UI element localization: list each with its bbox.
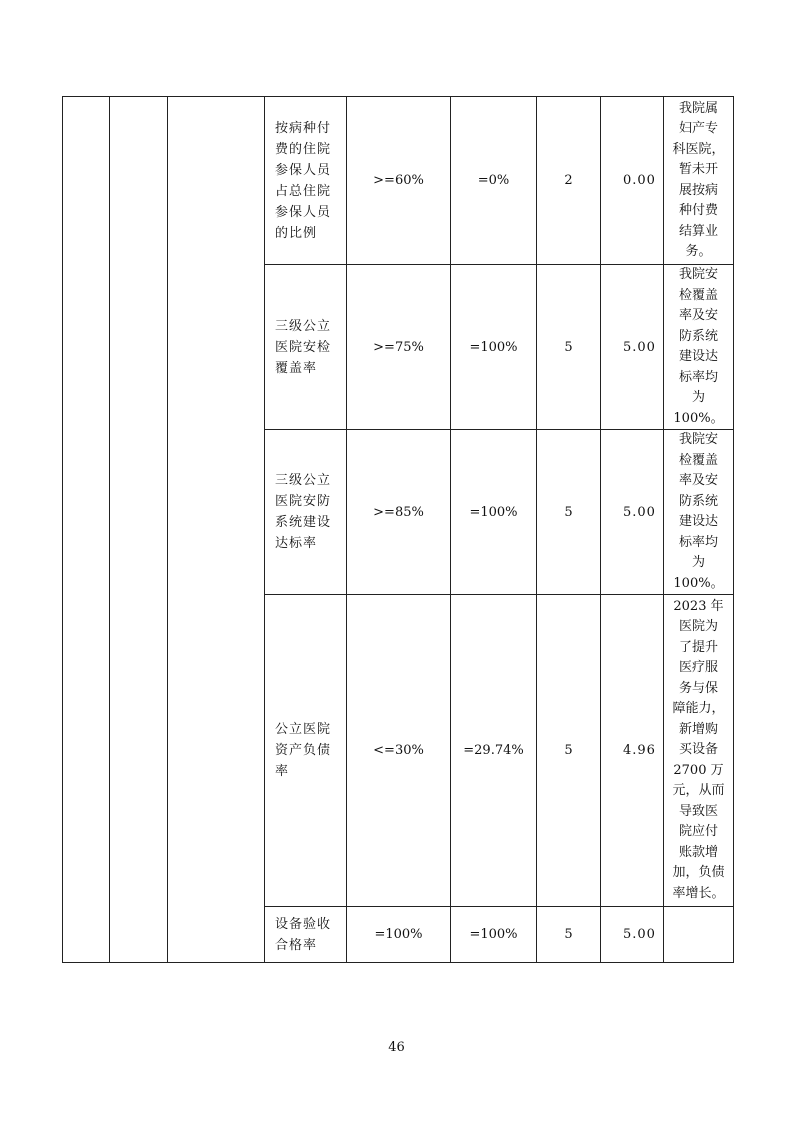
deviation-note-cell-line: 检覆盖 [678,287,718,303]
deviation-note-cell [664,907,734,963]
category-cell-level2 [110,97,168,963]
actual-value-cell: =100% [451,907,537,963]
indicator-name-cell-line: 覆盖率 [275,360,318,376]
deviation-note-cell-line: 院应付 [678,824,718,840]
indicator-name-cell-line: 三级公立 [275,473,332,488]
category-cell-level3 [168,97,265,963]
actual-value-cell: =100% [451,265,537,430]
deviation-note-cell-line: 我院属 [678,100,718,116]
weight-cell: 5 [537,595,601,907]
weight-cell: 2 [537,97,601,265]
deviation-note-cell-line: 种付费 [678,203,718,218]
deviation-note-cell [664,265,734,430]
deviation-note-cell-line: 防系统 [678,328,718,344]
indicator-name-cell-line: 医院安防 [275,494,332,509]
deviation-note-cell-line: 为 100%。 [673,390,724,426]
deviation-note-cell-line: 暂未开 [678,162,718,177]
deviation-note-cell-line: 障能力， [672,701,725,717]
indicator-name-cell-line: 参保人员 [275,162,332,178]
deviation-note-cell-line: 元，从而 [672,783,725,799]
weight-cell: 5 [537,907,601,963]
indicator-name-cell [265,265,347,430]
deviation-note-cell-line: 了提升 [678,639,718,655]
deviation-note-cell-line: 率及安 [678,473,718,488]
deviation-note-cell-line: 2023 年 [673,598,724,614]
deviation-note-cell-line: 科医院， [672,141,725,157]
deviation-note-cell-line: 医院为 [678,619,718,635]
score-cell: 4.96 [601,595,664,907]
deviation-note-cell-line: 率增长。 [672,885,725,901]
score-cell: 5.00 [601,430,664,595]
deviation-note-cell-line: 建设达 [678,349,718,364]
table-row [63,97,734,265]
indicator-name-cell-line: 医院安检 [275,339,332,355]
indicator-name-cell [265,430,347,595]
deviation-note-cell-line: 标率均 [678,369,718,385]
deviation-note-cell-line: 我院安 [678,432,718,447]
performance-table [62,96,734,963]
score-cell: 0.00 [601,97,664,265]
indicator-name-cell-line: 达标率 [275,536,318,551]
deviation-note-cell-line: 妇产专 [678,121,718,136]
score-cell: 5.00 [601,907,664,963]
target-value-cell: >=75% [347,265,451,430]
indicator-name-cell-line: 的比例 [275,225,318,241]
weight-cell: 5 [537,265,601,430]
indicator-name-cell-line: 参保人员 [275,204,332,220]
deviation-note-cell [664,430,734,595]
deviation-note-cell-line: 标率均 [678,534,718,550]
deviation-note-cell-line: 导致医 [678,803,718,819]
category-cell-level1 [63,97,110,963]
target-value-cell: =100% [347,907,451,963]
actual-value-cell: =0% [451,97,537,265]
indicator-name-cell-line: 三级公立 [275,318,332,334]
indicator-name-cell [265,595,347,907]
deviation-note-cell-line: 2700 万 [673,762,724,778]
deviation-note-cell-line: 防系统 [678,493,718,509]
deviation-note-cell-line: 新增购 [678,721,718,737]
indicator-name-cell [265,97,347,265]
deviation-note-cell-line: 加，负债 [672,865,725,881]
deviation-note-cell-line: 务与保 [678,680,718,696]
indicator-name-cell-line: 设备验收 [275,916,332,932]
deviation-note-cell [664,97,734,265]
indicator-name-cell-line: 公立医院 [275,722,332,737]
deviation-note-cell-line: 账款增 [678,844,718,860]
deviation-note-cell-line: 务。 [685,244,712,259]
target-value-cell: <=30% [347,595,451,907]
deviation-note-cell-line: 率及安 [678,308,718,323]
indicator-name-cell-line: 占总住院 [275,183,332,199]
target-value-cell: >=60% [347,97,451,265]
indicator-name-cell-line: 合格率 [275,937,318,953]
target-value-cell: >=85% [347,430,451,595]
indicator-name-cell-line: 率 [275,764,290,779]
deviation-note-cell-line: 我院安 [678,267,718,282]
weight-cell: 5 [537,430,601,595]
deviation-note-cell-line: 结算业 [678,223,718,239]
indicator-name-cell-line: 费的住院 [275,141,332,157]
score-cell: 5.00 [601,265,664,430]
page-number: 46 [388,1040,405,1055]
actual-value-cell: =100% [451,430,537,595]
deviation-note-cell-line: 买设备 [678,742,718,758]
indicator-name-cell [265,907,347,963]
deviation-note-cell-line: 建设达 [678,514,718,529]
deviation-note-cell-line: 展按病 [678,182,718,198]
deviation-note-cell-line: 为 100%。 [673,555,724,591]
indicator-name-cell-line: 资产负债 [275,743,332,758]
indicator-name-cell-line: 按病种付 [275,120,332,136]
actual-value-cell: =29.74% [451,595,537,907]
deviation-note-cell [664,595,734,907]
deviation-note-cell-line: 医疗服 [678,660,718,676]
deviation-note-cell-line: 检覆盖 [678,452,718,468]
indicator-name-cell-line: 系统建设 [275,515,332,530]
